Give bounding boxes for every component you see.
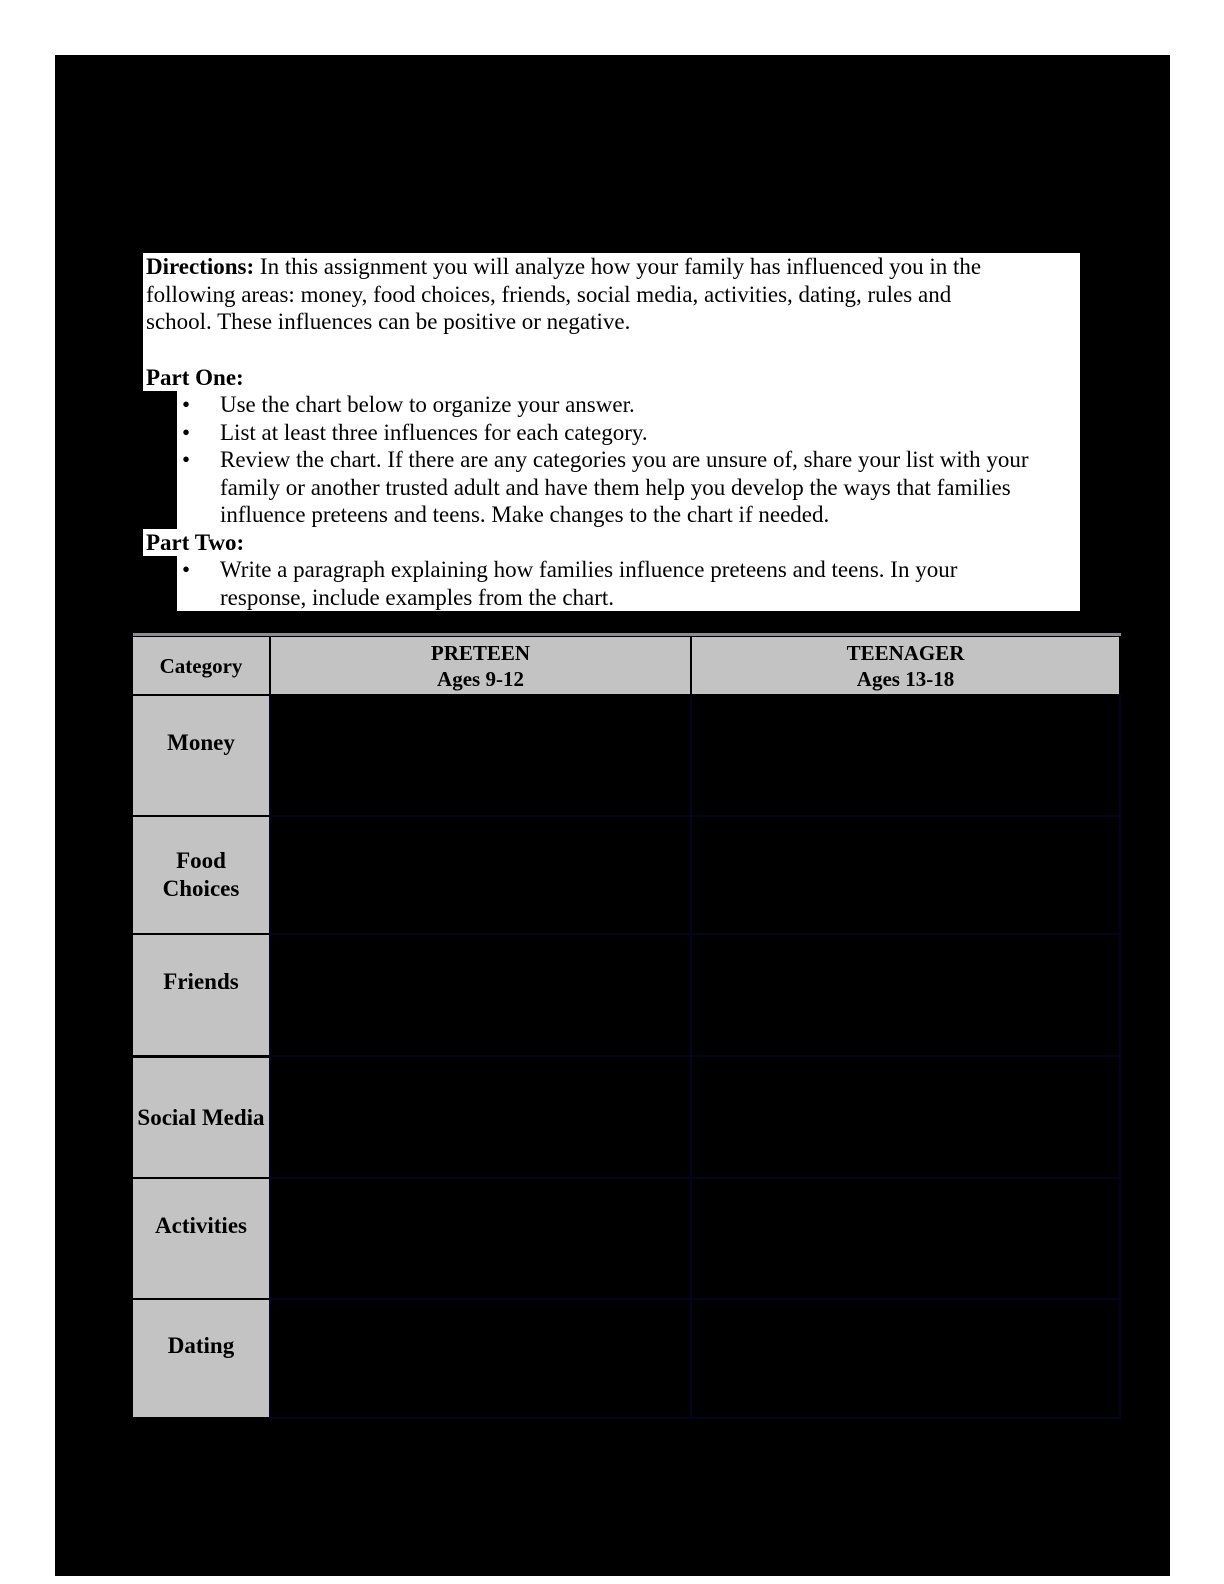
part-one-heading: Part One: bbox=[143, 364, 1080, 392]
row-label-dating: Dating bbox=[133, 1300, 269, 1417]
bullet-text: Write a paragraph explaining how families influence preteens and teens. In your bbox=[220, 557, 958, 582]
answer-cell-food-choices-preteen bbox=[273, 817, 688, 933]
answer-cell-dating-preteen bbox=[273, 1300, 688, 1417]
header-subtitle: Ages 13-18 bbox=[856, 666, 955, 691]
bullet-text: influence preteens and teens. Make changes to the chart if needed. bbox=[220, 502, 830, 527]
row-label-money: Money bbox=[133, 696, 269, 815]
answer-cell-social-media-preteen bbox=[273, 1058, 688, 1177]
answer-cell-money-teenager bbox=[694, 696, 1117, 815]
bullet-icon: • bbox=[182, 419, 191, 445]
answer-cell-activities-preteen bbox=[273, 1179, 688, 1298]
row-label-social-media: Social Media bbox=[133, 1058, 269, 1177]
list-item bbox=[177, 556, 1080, 611]
header-title: PRETEEN bbox=[430, 640, 531, 665]
part-two-heading: Part Two: bbox=[143, 529, 1080, 557]
list-item bbox=[177, 446, 1080, 529]
answer-cell-money-preteen bbox=[273, 696, 688, 815]
bullet-text: List at least three influences for each category. bbox=[220, 419, 648, 445]
table-grid-line bbox=[269, 1055, 1121, 1057]
answer-cell-dating-teenager bbox=[694, 1300, 1117, 1417]
directions-line: following areas: money, food choices, friends, social media, activities, dating, rules and bbox=[146, 281, 952, 307]
directions-paragraph bbox=[143, 253, 1080, 364]
table-header-teenager bbox=[692, 637, 1119, 694]
row-label-food-choices: Food Choices bbox=[133, 817, 269, 933]
list-item bbox=[177, 391, 1080, 419]
bullet-icon: • bbox=[182, 392, 191, 417]
directions-label: Directions: bbox=[146, 254, 255, 279]
table-top-border bbox=[133, 633, 1121, 636]
bullet-text: Use the chart below to organize your answer. bbox=[220, 392, 635, 417]
bullet-icon: • bbox=[182, 557, 191, 582]
row-label-activities: Activities bbox=[133, 1179, 269, 1298]
bullet-text: response, include examples from the chart. bbox=[220, 584, 615, 610]
header-subtitle: Ages 9-12 bbox=[437, 666, 524, 691]
directions-line: school. These influences can be positive or negative. bbox=[146, 309, 631, 334]
directions-text: In this assignment you will analyze how your family has influenced you in the bbox=[254, 254, 982, 279]
directions-line bbox=[143, 253, 1080, 281]
row-label-friends: Friends bbox=[133, 935, 269, 1055]
table-header-preteen bbox=[271, 637, 690, 694]
header-title: TEENAGER bbox=[846, 640, 965, 665]
answer-cell-food-choices-teenager bbox=[694, 817, 1117, 933]
list-item bbox=[177, 419, 1080, 447]
directions-block bbox=[143, 253, 1080, 611]
part-two-bullet-list bbox=[177, 556, 1080, 611]
bullet-text: family or another trusted adult and have them help you develop the ways that families bbox=[220, 474, 1011, 500]
table-header-category bbox=[133, 637, 269, 694]
answer-cell-social-media-teenager bbox=[694, 1058, 1117, 1177]
blank-line bbox=[143, 336, 1080, 364]
answer-cell-friends-preteen bbox=[273, 935, 688, 1055]
part-one-bullet-list bbox=[177, 391, 1080, 529]
answer-cell-friends-teenager bbox=[694, 935, 1117, 1055]
header-label: Category bbox=[159, 653, 243, 678]
answer-cell-activities-teenager bbox=[694, 1179, 1117, 1298]
bullet-icon: • bbox=[182, 447, 191, 472]
bullet-text: Review the chart. If there are any categories you are unsure of, share your list with your bbox=[220, 447, 1029, 472]
table-grid-line bbox=[269, 1417, 1121, 1419]
